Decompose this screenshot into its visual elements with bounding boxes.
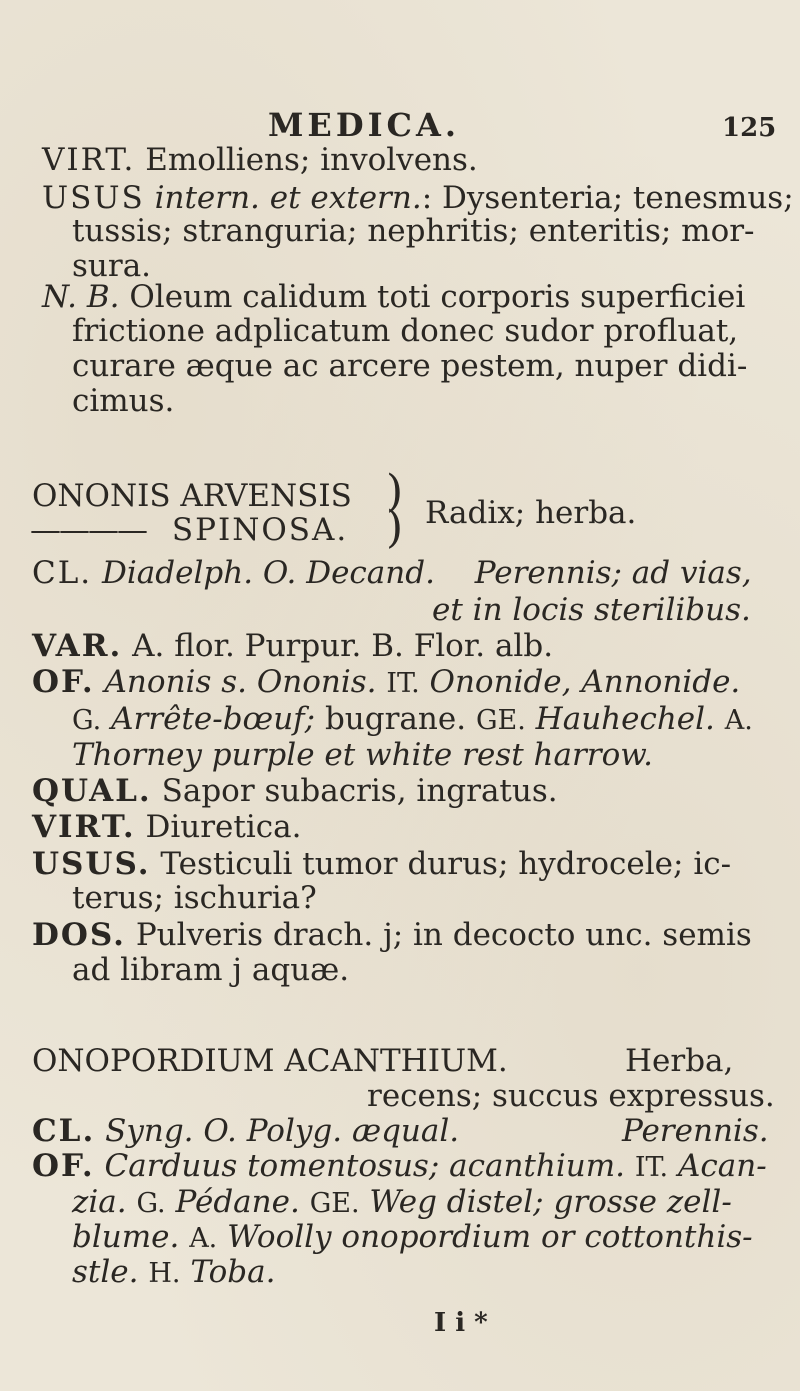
qual-line [32, 773, 558, 809]
lang3-it: IT. [634, 1152, 669, 1183]
usus2-text: Testiculi tumor durus; hydrocele; ic- [160, 846, 732, 882]
var-line [32, 628, 553, 664]
usus-line [42, 180, 794, 216]
ononis-species: SPINOSA. [171, 512, 349, 548]
of-line-2 [72, 701, 753, 739]
cl-label: CL. [32, 555, 93, 591]
signature-mark: I i * [434, 1308, 488, 1338]
of3-italian-end: zia. [72, 1184, 127, 1220]
of-italian-2: Annonide. [581, 664, 741, 700]
usus-text: : Dysenteria; tenesmus; [421, 180, 794, 216]
nota-line-2: frictione adplicatum donec sudor profluat, [72, 313, 739, 349]
bracket-open: ) [386, 466, 404, 517]
dos-line [32, 917, 752, 953]
dash-line: ———— [30, 512, 146, 548]
onopordium-parts-1: Herba, [625, 1043, 734, 1079]
dos-line-2: ad libram j aquæ. [72, 952, 350, 988]
var-text: A. flor. Purpur. B. Flor. alb. [132, 628, 554, 664]
nota-line-3: curare æque ac arcere pestem, nuper didi- [72, 348, 748, 384]
usus2-label: USUS. [32, 846, 151, 882]
of-italian-1: Ononide, [429, 664, 572, 700]
ononis-genus: ONONIS ARVENSIS [32, 478, 352, 514]
of3-german-end: blume. [72, 1219, 180, 1255]
usus-line-3: sura. [72, 248, 152, 284]
usus-mode: intern. et extern. [154, 180, 422, 216]
of3-german-1: Weg distel; [369, 1184, 544, 1220]
of3-english: Woolly onopordium or cottonthis- [227, 1219, 753, 1255]
qual-text: Sapor subacris, ingratus. [161, 773, 558, 809]
of3-line-4 [72, 1254, 275, 1292]
of-line [32, 664, 740, 702]
nota-line [42, 279, 745, 315]
page-number: 125 [722, 113, 777, 143]
usus2-line [32, 846, 731, 882]
of3-english-end: stle. [72, 1254, 139, 1290]
nota-label: N. B. [42, 279, 120, 315]
virt2-label: VIRT. [32, 809, 136, 845]
of3-label: OF. [32, 1148, 95, 1184]
of-latin: Anonis s. Ononis. [104, 664, 377, 700]
of3-dutch: Toba. [190, 1254, 276, 1290]
of3-line-3 [72, 1219, 753, 1257]
of-line-3: Thorney purple et white rest harrow. [72, 737, 653, 773]
bracket-close: ) [386, 502, 404, 553]
onopordium-cl-line [32, 1113, 459, 1149]
var-label: VAR. [32, 628, 123, 664]
lang3-h: H. [148, 1258, 181, 1289]
lang3-a: A. [189, 1223, 218, 1254]
of-french-2: bugrane. [324, 701, 467, 737]
usus2-line-2: terus; ischuria? [72, 880, 317, 916]
nota-line-4: cimus. [72, 383, 175, 419]
of3-italian: Acan- [678, 1148, 767, 1184]
of-label: OF. [32, 664, 95, 700]
nota-text: Oleum calidum toti corporis superficiei [129, 279, 746, 315]
running-header: MEDICA. [268, 106, 460, 144]
of3-latin-2: acanthium. [449, 1148, 625, 1184]
onopordium-parts-2: recens; succus expressus. [367, 1078, 775, 1114]
virt2-text: Diuretica. [145, 809, 302, 845]
cl-habitat: Perennis; ad vias, [474, 555, 752, 591]
usus-line-2: tussis; stranguria; nephritis; enteritis; mor- [72, 213, 755, 249]
dos-text: Pulveris drach. j; in decocto unc. semis [135, 917, 752, 953]
virt-label: VIRT. [42, 142, 136, 178]
usus-label: USUS [42, 180, 145, 216]
lang3-g: G. [136, 1188, 166, 1219]
cl3-label: CL. [32, 1113, 96, 1149]
lang-it: IT. [386, 668, 420, 699]
ononis-cl-line [32, 555, 752, 591]
of-french-1: Arrête-bœuf; [111, 701, 316, 737]
dos-label: DOS. [32, 917, 126, 953]
of3-line [32, 1148, 767, 1186]
of3-line-2 [72, 1184, 732, 1222]
entry-title-ononis [32, 478, 352, 514]
virt2-line [32, 809, 301, 845]
ononis-parts: Radix; herba. [425, 495, 637, 531]
of-german: Hauhechel. [535, 701, 715, 737]
lang3-ge: GE. [309, 1188, 360, 1219]
lang-a: A. [724, 705, 753, 736]
cl3-habitat: Perennis. [622, 1113, 769, 1149]
virt-line [42, 142, 478, 178]
entry-subtitle-ononis [30, 512, 348, 548]
lang-ge: GE. [475, 705, 526, 736]
cl-classis: Diadelph. O. Decand. [102, 555, 435, 591]
of3-french: Pédane. [175, 1184, 300, 1220]
lang-g: G. [72, 705, 102, 736]
virt-text: Emolliens; involvens. [145, 142, 478, 178]
qual-label: QUAL. [32, 773, 152, 809]
cl3-classis: Syng. O. Polyg. æqual. [105, 1113, 460, 1149]
of3-latin-1: Carduus tomentosus; [104, 1148, 440, 1184]
entry-title-onopordium: ONOPORDIUM ACANTHIUM. [32, 1043, 508, 1079]
of3-german-2: grosse zell- [553, 1184, 732, 1220]
cl-habitat-2: et in locis sterilibus. [432, 592, 751, 628]
